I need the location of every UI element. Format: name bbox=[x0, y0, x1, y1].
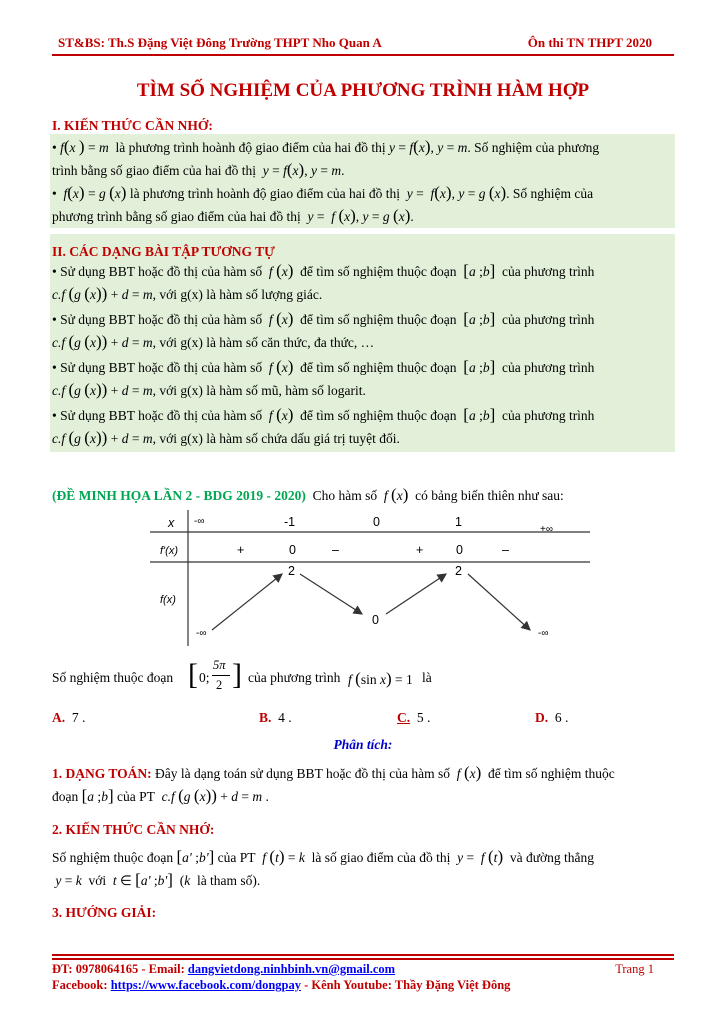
section2-item-3: • Sử dụng BBT hoặc đồ thị của hàm số f (x) để tìm số nghiệm thuộc đoạn [a ;b] của phương trình c.f (g (x)) + d = m, với g(x) là hàm số mũ, hàm số logarit. bbox=[52, 357, 595, 399]
header-right: Ôn thi TN THPT 2020 bbox=[527, 35, 652, 50]
x-value: 0 bbox=[373, 515, 380, 529]
x-value: 1 bbox=[455, 515, 462, 529]
f-value: 2 bbox=[455, 564, 462, 578]
problem-intro: (ĐỀ MINH HỌA LẦN 2 - BDG 2019 - 2020) Cho hàm số f (x) có bảng biến thiên như sau: bbox=[52, 485, 564, 504]
sign-value: – bbox=[502, 543, 509, 557]
analysis-part-2-heading: 2. KIẾN THỨC CẦN NHỚ: bbox=[52, 822, 215, 837]
section2-item-1: • Sử dụng BBT hoặc đồ thị của hàm số f (x) để tìm số nghiệm thuộc đoạn [a ;b] của phương trình c.f (g (x)) + d = m, với g(x) là hàm số lượng giác. bbox=[52, 261, 595, 303]
sign-value: 0 bbox=[289, 543, 296, 557]
option-d[interactable]: D. 6 . bbox=[535, 710, 569, 725]
analysis-part-2: Số nghiệm thuộc đoạn [a' ;b'] của PT f (t) = k là số giao điểm của đồ thị y = f (t) và đường thẳng y = k với t ∈ [a' ;b'] (k là tham số). bbox=[52, 847, 595, 889]
f-value: 0 bbox=[372, 613, 379, 627]
row-label-fprime: f'(x) bbox=[160, 545, 178, 557]
sign-value: – bbox=[332, 543, 339, 557]
page-title: TÌM SỐ NGHIỆM CỦA PHƯƠNG TRÌNH HÀM HỢP bbox=[136, 80, 590, 101]
x-value: -1 bbox=[284, 515, 296, 529]
option-a[interactable]: A. 7 . bbox=[52, 710, 86, 725]
sign-value: + bbox=[416, 543, 424, 557]
footer-social: Facebook: https://www.facebook.com/dongpay - Kênh Youtube: Thầy Đặng Việt Đông bbox=[52, 978, 511, 992]
section1-bullet-1: • f(x ) = m là phương trình hoành độ giao điểm của hai đồ thị y = f(x), y = m. Số nghiệm của phương trình bằng số giao điểm của hai đồ thị y = f(x), y = m. bbox=[52, 137, 600, 179]
f-value: -∞ bbox=[196, 628, 207, 639]
variation-table bbox=[150, 510, 590, 646]
analysis-part-1: 1. DẠNG TOÁN: Đây là dạng toán sử dụng BBT hoặc đồ thị của hàm số f (x) để tìm số nghiệm thuộc đoạn [a ;b] của PT c.f (g (x)) + d = m . bbox=[52, 763, 615, 805]
section2-heading: II. CÁC DẠNG BÀI TẬP TƯƠNG TỰ bbox=[52, 244, 275, 259]
row-label-f: f(x) bbox=[160, 594, 176, 606]
footer-divider-top bbox=[52, 954, 674, 956]
footer-contact: ĐT: 0978064165 - Email: dangvietdong.ninhbinh.vn@gmail.com bbox=[52, 962, 396, 976]
f-value: -∞ bbox=[538, 628, 549, 639]
facebook-link[interactable]: https://www.facebook.com/dongpay bbox=[110, 978, 301, 992]
footer-divider-bottom bbox=[52, 958, 674, 960]
row-label-x: x bbox=[168, 516, 175, 530]
question-line: Số nghiệm thuộc đoạn [ 0; 5π 2 ] của phương trình f (sin x) = 1 là bbox=[52, 658, 432, 692]
analysis-part-3-heading: 3. HƯỚNG GIẢI: bbox=[52, 905, 157, 920]
analysis-heading: Phân tích: bbox=[333, 737, 393, 752]
email-link[interactable]: dangvietdong.ninhbinh.vn@gmail.com bbox=[187, 962, 396, 976]
header-left: ST&BS: Th.S Đặng Việt Đông Trường THPT Nho Quan A bbox=[58, 35, 382, 50]
page-number: Trang 1 bbox=[615, 962, 654, 976]
f-value: 2 bbox=[288, 564, 295, 578]
section2-item-2: • Sử dụng BBT hoặc đồ thị của hàm số f (x) để tìm số nghiệm thuộc đoạn [a ;b] của phương trình c.f (g (x)) + d = m, với g(x) là hàm số căn thức, đa thức, … bbox=[52, 309, 595, 351]
section2-item-4: • Sử dụng BBT hoặc đồ thị của hàm số f (x) để tìm số nghiệm thuộc đoạn [a ;b] của phương trình c.f (g (x)) + d = m, với g(x) là hàm số chứa dấu giá trị tuyệt đối. bbox=[52, 405, 595, 447]
option-c[interactable]: C. 5 . bbox=[397, 710, 431, 725]
x-value: +∞ bbox=[540, 524, 553, 535]
section1-bullet-2: • f(x) = g (x) là phương trình hoành độ giao điểm của hai đồ thị y = f(x), y = g (x). Số nghiệm của phương trình bằng số giao điểm của hai đồ thị y = f (x), y = g (x). bbox=[52, 183, 594, 225]
sign-value: + bbox=[237, 543, 245, 557]
sign-value: 0 bbox=[456, 543, 463, 557]
x-value: -∞ bbox=[194, 516, 205, 527]
option-b[interactable]: B. 4 . bbox=[259, 710, 292, 725]
header-divider bbox=[52, 54, 674, 56]
section1-heading: I. KIẾN THỨC CẦN NHỚ: bbox=[52, 118, 213, 133]
